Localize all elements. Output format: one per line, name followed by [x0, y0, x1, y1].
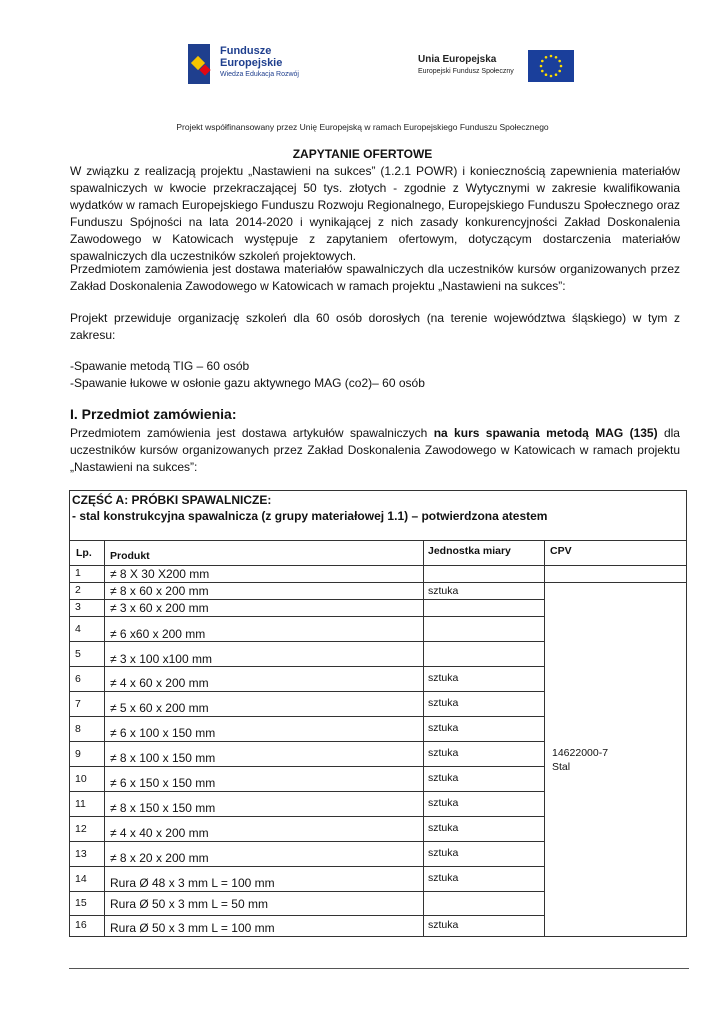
row-15-lp: 15	[75, 897, 87, 909]
row-16-lp: 16	[75, 919, 87, 931]
column-header-unit: Jednostka miary	[428, 545, 511, 557]
section-text-b: dla uczestników kursów organizowanych przez Zakład Doskonalenia Zawodowego w Katowicach w ramach projektu „Nastawieni na sukces”:	[70, 426, 680, 474]
row-11-lp: 11	[75, 798, 86, 810]
row-8-unit: sztuka	[428, 722, 459, 734]
cofinancing-note: Projekt współfinansowany przez Unię Europejską w ramach Europejskiego Funduszu Społecznego	[176, 122, 549, 132]
column-header-cpv: CPV	[550, 545, 572, 557]
eu-flag-icon	[528, 50, 574, 82]
column-header-lp: Lp.	[76, 547, 92, 559]
row-4-product: ≠ 6 x60 x 200 mm	[110, 627, 206, 641]
row-12-unit: sztuka	[428, 822, 459, 834]
ue-logo-line1: Unia Europejska	[418, 54, 497, 65]
row-9-product: ≠ 8 x 100 x 150 mm	[110, 751, 216, 765]
materials-table	[69, 490, 687, 937]
row-16-unit: sztuka	[428, 919, 459, 931]
row-11-product: ≠ 8 x 150 x 150 mm	[110, 801, 216, 815]
bullet-tig: -Spawanie metodą TIG – 60 osób	[70, 359, 250, 373]
row-2-product: ≠ 8 x 60 x 200 mm	[110, 584, 209, 598]
row-4-lp: 4	[75, 623, 81, 635]
row-14-product: Rura Ø 48 x 3 mm L = 100 mm	[110, 876, 275, 890]
part-subtitle: - stal konstrukcyjna spawalnicza (z grupy materiałowej 1.1) – potwierdzona atestem	[72, 509, 548, 523]
column-header-product: Produkt	[110, 550, 150, 562]
section-heading: I. Przedmiot zamówienia:	[70, 406, 237, 422]
row-3-product: ≠ 3 x 60 x 200 mm	[110, 601, 209, 615]
row-1-product: ≠ 8 X 30 X200 mm	[110, 567, 210, 581]
row-7-unit: sztuka	[428, 697, 459, 709]
scope-paragraph: Projekt przewiduje organizację szkoleń dla 60 osób dorosłych (na terenie województwa śląskiego) w tym z zakresu:	[70, 311, 680, 342]
section-text-bold: na kurs spawania metodą MAG (135)	[433, 426, 658, 440]
cpv-name: Stal	[552, 761, 571, 773]
row-8-lp: 8	[75, 723, 81, 735]
fe-logo-line1: Fundusze	[220, 45, 272, 57]
row-6-product: ≠ 4 x 60 x 200 mm	[110, 676, 209, 690]
row-2-unit: sztuka	[428, 585, 459, 597]
intro-paragraph: W związku z realizacją projektu „Nastawieni na sukces” (1.2.1 POWR) i koniecznością zapewnienia materiałów spawalniczych w kwocie przekraczającej 50 tys. złotych - zgodnie z Wytycznymi w zakresie kwalifikowania wydatków w ramach Europejskiego Funduszu Rozwoju Regionalnego, Europejskiego Funduszu Społecznego oraz Funduszu Spójności na lata 2014-2020 i wynikającej z nich zasady konkurencyjności Zakład Doskonalenia Zawodowego w Katowicach występuje z zapytaniem ofertowym, dotyczącym dostarczenia materiałów spawalniczych dla uczestników szkoleń projektowych.	[70, 164, 680, 263]
row-14-lp: 14	[75, 873, 87, 885]
bullet-mag: -Spawanie łukowe w osłonie gazu aktywnego MAG (co2)– 60 osób	[70, 376, 425, 390]
row-9-lp: 9	[75, 748, 81, 760]
row-5-product: ≠ 3 x 100 x100 mm	[110, 652, 212, 666]
subject-paragraph: Przedmiotem zamówienia jest dostawa materiałów spawalniczych dla uczestników kursów organizowanych przez Zakład Doskonalenia Zawodowego w Katowicach w ramach projektu „Nastawieni na sukces”:	[70, 262, 680, 293]
section-paragraph	[70, 425, 680, 476]
row-13-unit: sztuka	[428, 847, 459, 859]
row-14-unit: sztuka	[428, 872, 459, 884]
row-5-lp: 5	[75, 648, 81, 660]
row-8-product: ≠ 6 x 100 x 150 mm	[110, 726, 216, 740]
row-13-lp: 13	[75, 848, 87, 860]
row-15-product: Rura Ø 50 x 3 mm L = 50 mm	[110, 897, 268, 911]
fe-logo-line2: Europejskie	[220, 57, 283, 69]
row-12-product: ≠ 4 x 40 x 200 mm	[110, 826, 209, 840]
row-12-lp: 12	[75, 823, 87, 835]
table-part-heading	[72, 492, 547, 524]
row-7-lp: 7	[75, 698, 81, 710]
row-1-lp: 1	[75, 567, 81, 579]
row-13-product: ≠ 8 x 20 x 200 mm	[110, 851, 209, 865]
row-11-unit: sztuka	[428, 797, 459, 809]
row-6-unit: sztuka	[428, 672, 459, 684]
row-10-lp: 10	[75, 773, 87, 785]
fundusze-europejskie-logo	[188, 44, 318, 90]
footer-divider	[69, 968, 689, 969]
row-9-unit: sztuka	[428, 747, 459, 759]
row-3-lp: 3	[75, 601, 81, 613]
section-text-a: Przedmiotem zamówienia jest dostawa artykułów spawalniczych	[70, 426, 434, 440]
ue-logo-line2: Europejski Fundusz Społeczny	[418, 68, 514, 75]
row-16-product: Rura Ø 50 x 3 mm L = 100 mm	[110, 921, 275, 935]
row-6-lp: 6	[75, 673, 81, 685]
row-10-product: ≠ 6 x 150 x 150 mm	[110, 776, 216, 790]
part-title: CZĘŚĆ A: PRÓBKI SPAWALNICZE:	[72, 493, 272, 507]
page-title: ZAPYTANIE OFERTOWE	[292, 147, 433, 161]
row-7-product: ≠ 5 x 60 x 200 mm	[110, 701, 209, 715]
cpv-code: 14622000-7	[552, 747, 609, 759]
row-2-lp: 2	[75, 584, 81, 596]
row-10-unit: sztuka	[428, 772, 459, 784]
fe-logo-line3: Wiedza Edukacja Rozwój	[220, 71, 299, 78]
